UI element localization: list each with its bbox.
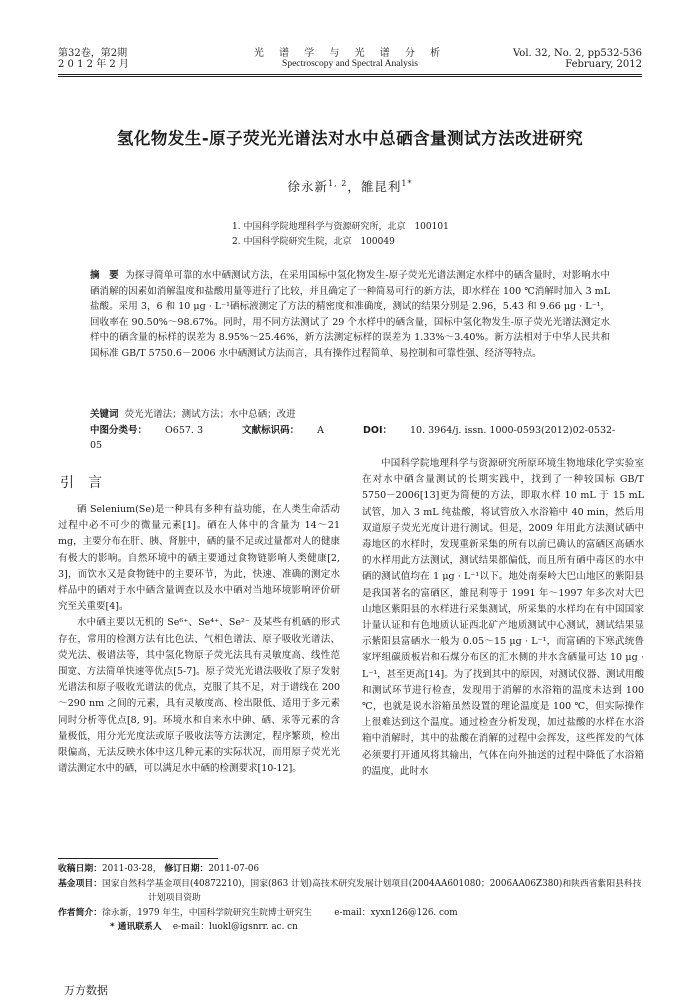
keywords-label: 关键词 [90,409,119,420]
keywords-text: 荧光光谱法；测试方法；水中总硒；改进 [124,409,296,420]
fund-label: 基金项目： [58,878,102,889]
paper-title: 氢化物发生-原子荧光光谱法对水中总硒含量测试方法改进研究 [116,129,584,148]
issue-volume: 第32卷，第2期 [58,48,128,59]
author-1: 徐永新 [287,179,329,194]
intro-paragraph-1: 硒 Selenium(Se)是一种具有多种有益功能，在人类生命活动过程中必不可少的微量元素[1]。硒在人体中的含量为 14～21 mg，主要分布在肝、胰、肾脏中，硒的量不足或过量都对人的健康有极大的影响。自然环境中的硒主要通过食物链影响人类健康[2, 3]，而饮水又是食物链中的主要环节，为此，快速、准确的测定水样品中的硒对于水中硒含量调查以及水中硒对当地环境影响评价研究至关重要[4]。 [58,504,340,613]
received-date: 2011-03-28， [102,864,162,874]
author-2-affil: 1* [401,178,413,188]
clc-label: 中图分类号： [90,425,148,436]
intro-paragraph-3: 中国科学院地理科学与资源研究所原环境生物地球化学实验室在对水中硒含量测试的长期实践中，找到了一种较国标 GB/T 5750－2006[13]更为简便的方法，即取水样 10 mL 于 15 mL 试管，加入 3 mL 纯盐酸，将试管放入水浴箱中 40 min，然后用双道原子荧光光度计进行测试。但是，2009 年用此方法测试硒中毒地区的水样时，发现重新采集的所有以前已确认的富硒区高硒水的水样用此方法测试，测试结果都偏低，而且所有硒中毒区的水中硒的测试值均在 1 μg · L⁻¹以下。地处南秦岭大巴山地区的紫阳县是我国著名的富硒区，雒昆利等于 1991 年～1997 年多次对大巴山地区紫阳县的水样进行采集测试，所采集的水样均在有中国国家计量认证和有色地质认证西北矿产地质测试中心测试，测试结果显示紫阳县富硒水一般为 0.05～15 μg · L⁻¹，而富硒的下寒武统鲁家坪组碳质板岩和石煤分布区的汇水侧的井水含硒量可达 10 μg · L⁻¹，甚至更高[14]。为了找到其中的原因，对测试仪器、测试用酸和测试环节进行检查，发现用于消解的水浴箱的温度未达到 100 ℃，也就是说水浴箱虽然设置的理论温度是 100 ℃，但实际操作上很难达到这个温度。通过检查分析发现，加过盐酸的水样在水浴箱中消解时，其中的盐酸在消解的过程中会挥发，这些挥发的气体必须要打开通风将其输出，气体在向外抽送的过程中降低了水浴箱的温度，此时水 [362,458,644,777]
dates-note [58,862,642,877]
clc-value: O657. 3 [165,425,204,436]
corresponding-email: e-mail：luokl@igsnrr. ac. cn [172,922,298,932]
affiliation-1: 1. 中国科学院地理科学与资源研究所，北京 100101 [232,222,449,232]
volume-date: February, 2012 [565,59,642,70]
corresponding-note [58,920,642,935]
bio-email: e-mail：xyxn126@126. com [334,907,458,918]
doi-label: DOI： [362,425,392,436]
doc-code-label: 文献标识码： [242,425,300,436]
header-rule [58,74,642,75]
journal-name-cn: 光 谱 学 与 光 谱 分 析 [253,48,447,59]
left-column [58,502,340,777]
corresponding-label: * 通讯联系人 [110,922,162,932]
abstract-label: 摘 要 [90,270,119,281]
right-column [362,456,644,780]
classification [90,423,630,453]
issue-date: 2 0 1 2 年 2 月 [58,59,129,70]
header-rule-2 [58,76,642,77]
bio-note [58,906,642,921]
section-heading-intro: 引言 [60,475,116,491]
author-2: 雒昆利 [360,179,402,194]
footnotes [58,862,642,935]
revised-date: 2011-07-06 [208,864,260,874]
bio-label: 作者简介： [58,907,102,918]
authors [0,177,700,195]
affiliation-2: 2. 中国科学院研究生院，北京 100049 [232,237,395,247]
keywords [90,407,630,422]
fund-text: 国家自然科学基金项目(40872210)，国家(863 计划)高技术研究发展计划项目(2004AA601080；2006AA06Z380)和陕西省紫阳县科技计划项目资助 [102,878,642,903]
header-volume-info [513,48,642,70]
intro-paragraph-2: 水中硒主要以无机的 Se⁶⁺、Se⁴⁺、Se²⁻ 及某些有机硒的形式存在，常用的检测方法有比色法、气相色谱法、原子吸收光谱法、荧光法、极谱法等，其中氢化物原子荧光法具有灵敏度高、线性范围宽、方法简单快速等优点[5-7]。原子荧光光谱法吸收了原子发射光谱法和原子吸收光谱法的优点，克服了其不足，对于谱线在 200～290 nm 之间的元素，具有灵敏度高、检出限低、适用于多元素同时分析等优点[8, 9]。环境水和自来水中砷、硒、汞等元素的含量极低，用分光光度法或原子吸收法等方法测定，程序繁琐，检出限偏高，无法反映水体中这几种元素的实际状况，而用原子荧光光谱法测定水中的硒，可以满足水中硒的检测要求[10-12]。 [58,617,340,775]
bio-text: 徐永新，1979 年生，中国科学院研究生院博士研究生 [102,907,312,918]
doc-code-value: A [317,425,324,436]
volume-pages: Vol. 32, No. 2, pp532-536 [513,48,642,59]
doi-value: 10. 3964/j. issn. 1000-0593(2012)02-0532-05 [90,425,616,451]
abstract [90,268,610,361]
footnote-separator [58,858,218,859]
received-label: 收稿日期： [58,864,102,874]
abstract-text: 为探寻简单可靠的水中硒测试方法，在采用国标中氢化物发生-原子荧光光谱法测定水样中的硒含量时，对影响水中硒消解的因素如消解温度和盐酸用量等进行了比较，并且确定了一种简易可行的新方法，即水样在 100 ℃消解时加入 3 mL 盐酸。采用 3，6 和 10 μg · L⁻¹硒标液测定了方法的精密度和准确度，测试的结果分别是 2.96，5.43 和 9.66 μg · L⁻¹，回收率在 90.50%～98.67%。同时，用不同方法测试了 29 个水样中的硒含量，国标中氢化物发生-原子荧光光谱法测定水样中的硒含量的标样的误差为 8.95%～25.46%，新方法测定标样的误差为 1.33%～3.40%。新方法相对于中华人民共和国标准 GB/T 5750.6－2006 水中硒测试方法而言，具有操作过程简单、易控制和可靠性强、经济等特点。 [90,270,610,359]
revised-label: 修订日期： [164,864,209,874]
affiliations [232,220,449,250]
footer-watermark: 万方数据 [64,984,108,997]
fund-note [58,877,642,906]
author-1-affil: 1, 2 [328,178,348,188]
journal-name-en: Spectroscopy and Spectral Analysis [282,59,418,69]
author-separator: ， [347,179,361,194]
